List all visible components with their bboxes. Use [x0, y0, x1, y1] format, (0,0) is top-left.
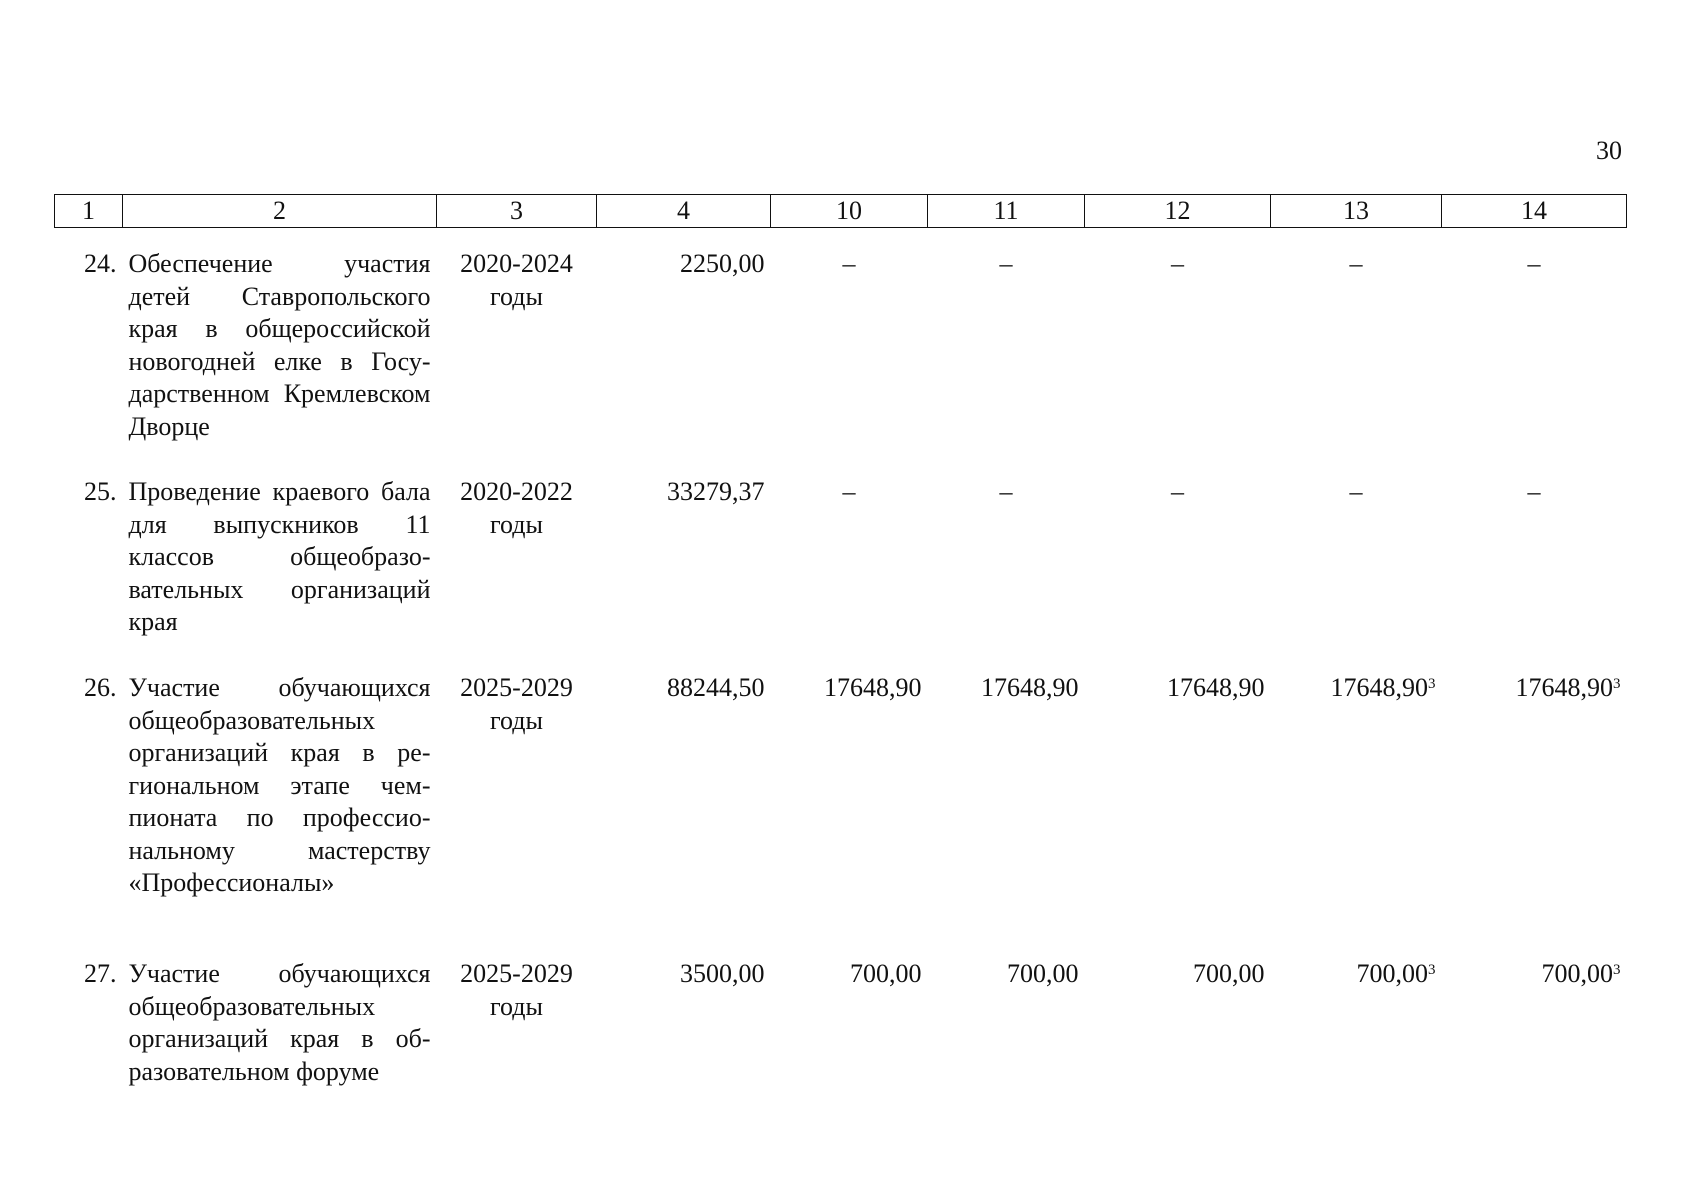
row-name: Обеспечение участия детей Ставропольского края в общероссийской новогодней елке в Государственном Кремлевском Дворце [128, 249, 431, 441]
row-value-13 [1271, 938, 1442, 1088]
row-value-13 [1271, 652, 1442, 938]
table-header [55, 195, 1627, 228]
header-col-10: 10 [771, 195, 928, 228]
row-value-11: – [999, 249, 1013, 278]
row-value-11: 17648,90 [981, 673, 1079, 702]
header-col-13: 13 [1271, 195, 1442, 228]
header-col-12: 12 [1085, 195, 1271, 228]
row-value-10: – [842, 249, 856, 278]
period-years: 2020-2024 [460, 249, 573, 278]
period-years: 2025-2029 [460, 673, 573, 702]
program-table [54, 194, 1627, 1088]
row-total: 2250,00 [680, 249, 765, 278]
table-row [55, 456, 1627, 652]
row-value-10: – [842, 477, 856, 506]
row-name: Участие обучающихся общеобразовательных организаций края в региональном этапе чемпионата по профессиональному мастерству «Профессионалы» [128, 673, 431, 897]
header-col-14: 14 [1442, 195, 1627, 228]
row-value-14 [1442, 938, 1627, 1088]
row-total: 88244,50 [667, 673, 765, 702]
period-years: 2025-2029 [460, 959, 573, 988]
table-row [55, 652, 1627, 938]
row-total: 33279,37 [667, 477, 765, 506]
period-word: годы [490, 705, 543, 735]
value-text: 700,00 [1356, 959, 1428, 988]
value-text: 700,00 [1541, 959, 1613, 988]
row-period [437, 938, 597, 1088]
row-value-13: – [1349, 249, 1363, 278]
row-value-10: 17648,90 [824, 673, 922, 702]
row-number: 27. [84, 959, 117, 988]
row-number: 26. [84, 673, 117, 702]
footnote-mark: 3 [1613, 676, 1621, 692]
row-value-14: – [1527, 249, 1541, 278]
row-value-10: 700,00 [850, 959, 922, 988]
period-word: годы [490, 509, 543, 539]
period-years: 2020-2022 [460, 477, 573, 506]
row-value-12: – [1171, 249, 1184, 278]
footnote-mark: 3 [1428, 962, 1436, 978]
row-name: Проведение краевого бала для выпускников 11 классов общеобразовательных организаций края [128, 477, 431, 636]
row-period [437, 652, 597, 938]
row-value-11: 700,00 [1007, 959, 1079, 988]
row-number: 25. [84, 477, 117, 506]
period-word: годы [490, 281, 543, 311]
header-col-4: 4 [597, 195, 771, 228]
header-col-1: 1 [55, 195, 123, 228]
row-value-14 [1442, 652, 1627, 938]
row-name: Участие обучающихся общеобразовательных организаций края в образовательном форуме [128, 959, 431, 1086]
row-value-12: 17648,90 [1167, 673, 1265, 702]
row-period [437, 456, 597, 652]
period-word: годы [490, 991, 543, 1021]
row-value-12: – [1171, 477, 1184, 506]
value-text: 17648,90 [1515, 673, 1613, 702]
footnote-mark: 3 [1428, 676, 1436, 692]
row-value-13: – [1349, 477, 1363, 506]
row-number: 24. [84, 249, 117, 278]
header-col-3: 3 [437, 195, 597, 228]
row-total: 3500,00 [680, 959, 765, 988]
page-number: 30 [1596, 136, 1622, 165]
footnote-mark: 3 [1613, 962, 1621, 978]
row-value-12: 700,00 [1193, 959, 1265, 988]
row-period [437, 228, 597, 457]
value-text: 17648,90 [1330, 673, 1428, 702]
table-row [55, 938, 1627, 1088]
row-value-11: – [999, 477, 1013, 506]
header-col-11: 11 [928, 195, 1085, 228]
row-value-14: – [1527, 477, 1541, 506]
table-row [55, 228, 1627, 457]
header-col-2: 2 [123, 195, 437, 228]
